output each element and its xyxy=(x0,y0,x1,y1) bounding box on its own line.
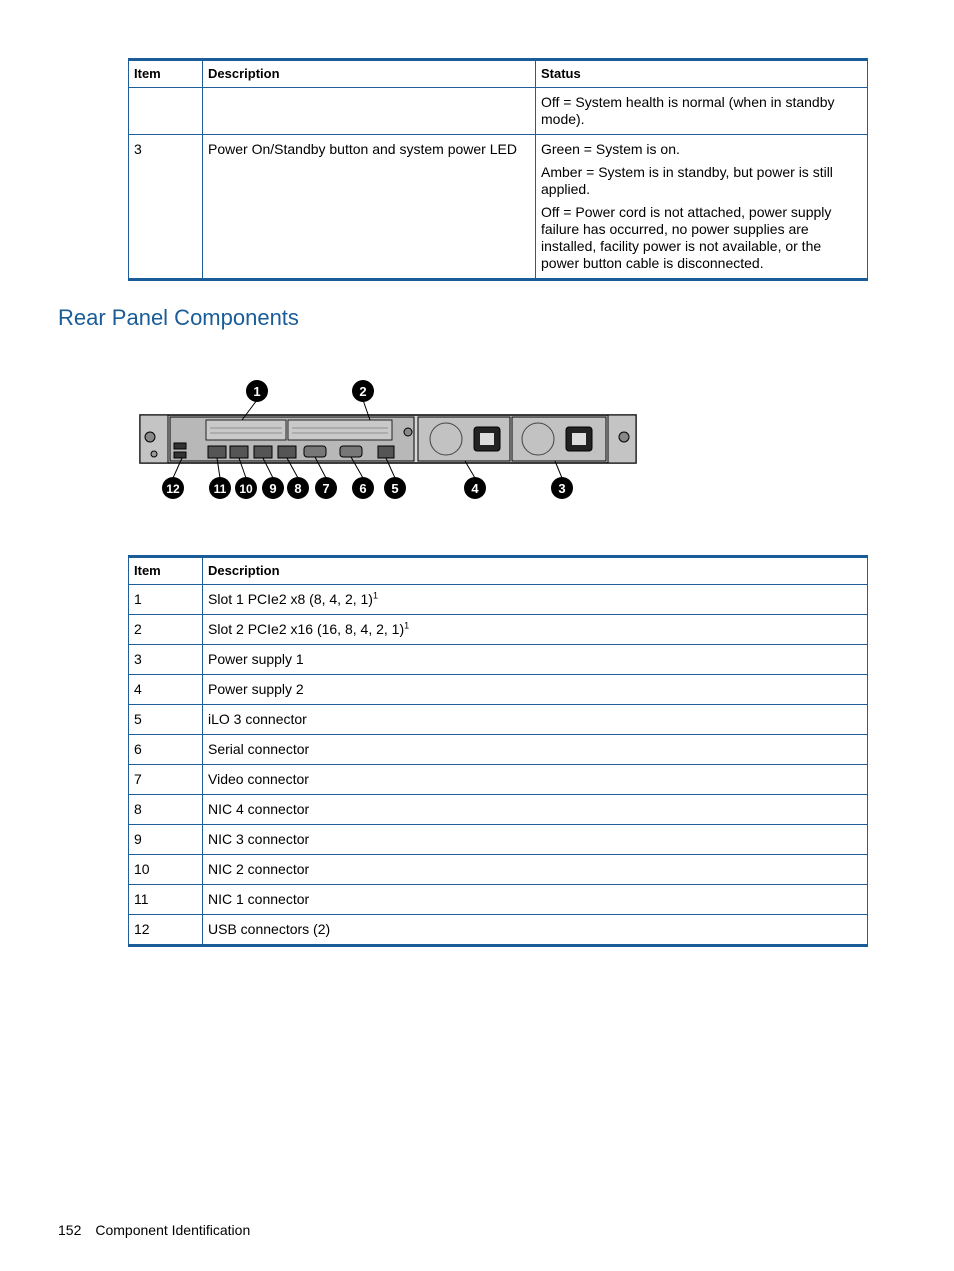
cell-item: 3 xyxy=(129,135,203,280)
header-status: Status xyxy=(536,60,868,88)
status-line: Green = System is on. xyxy=(541,141,680,157)
cell-item: 4 xyxy=(129,675,203,705)
table-row xyxy=(129,735,868,765)
table-row xyxy=(129,765,868,795)
pcie-slot-1 xyxy=(206,420,286,440)
svg-text:11: 11 xyxy=(213,482,227,496)
table-row xyxy=(129,855,868,885)
callout-6 xyxy=(352,477,374,499)
cell-item: 6 xyxy=(129,735,203,765)
nic-4-port xyxy=(278,446,296,458)
footnote-marker: 1 xyxy=(372,590,378,601)
callout-2 xyxy=(352,380,374,402)
cell-item: 12 xyxy=(129,915,203,946)
callout-3 xyxy=(551,477,573,499)
status-line: Amber = System is in standby, but power is still applied. xyxy=(541,164,833,197)
callout-11 xyxy=(209,477,231,499)
cell-item: 3 xyxy=(129,645,203,675)
serial-port xyxy=(340,446,362,457)
rear-table-header xyxy=(129,557,868,585)
callout-1 xyxy=(246,380,268,402)
header-item: Item xyxy=(129,557,203,585)
cell-description xyxy=(203,615,868,645)
pcie-slot-2 xyxy=(288,420,392,440)
cell-description xyxy=(203,735,868,765)
cell-description xyxy=(203,825,868,855)
rear-panel-diagram xyxy=(130,370,650,510)
callout-5 xyxy=(384,477,406,499)
cell-item: 2 xyxy=(129,615,203,645)
nic-2-port xyxy=(230,446,248,458)
svg-text:6: 6 xyxy=(359,481,367,496)
table-row xyxy=(129,915,868,946)
cell-description xyxy=(203,885,868,915)
description-text: NIC 2 connector xyxy=(208,861,310,877)
svg-text:2: 2 xyxy=(359,384,367,399)
table-row xyxy=(129,825,868,855)
description-text: Power supply 1 xyxy=(208,651,304,667)
cell-description xyxy=(203,675,868,705)
callout-9 xyxy=(262,477,284,499)
svg-text:7: 7 xyxy=(322,481,330,496)
svg-text:12: 12 xyxy=(166,482,180,496)
cell-item: 8 xyxy=(129,795,203,825)
cell-description xyxy=(203,915,868,946)
callout-10 xyxy=(235,477,257,499)
svg-text:8: 8 xyxy=(294,481,302,496)
ilo-port xyxy=(378,446,394,458)
footnote-marker: 1 xyxy=(404,620,410,631)
status-line: Off = System health is normal (when in standby mode). xyxy=(541,94,835,127)
cell-description xyxy=(203,765,868,795)
table-row xyxy=(129,795,868,825)
cell-item: 10 xyxy=(129,855,203,885)
video-port xyxy=(304,446,326,457)
usb-port xyxy=(174,443,186,449)
screw-icon xyxy=(151,451,157,457)
description-text: Serial connector xyxy=(208,741,310,757)
cell-item: 1 xyxy=(129,585,203,615)
rear-components-table xyxy=(128,555,868,947)
screw-icon xyxy=(145,432,155,442)
table-row xyxy=(129,615,868,645)
screw-icon xyxy=(404,428,412,436)
nic-1-port xyxy=(208,446,226,458)
svg-text:3: 3 xyxy=(558,481,566,496)
table-row xyxy=(129,885,868,915)
callout-8 xyxy=(287,477,309,499)
cell-item xyxy=(129,88,203,135)
header-description: Description xyxy=(203,60,536,88)
section-heading: Rear Panel Components xyxy=(58,305,299,330)
cell-item: 9 xyxy=(129,825,203,855)
cell-description xyxy=(203,585,868,615)
callout-4 xyxy=(464,477,486,499)
cell-description xyxy=(203,855,868,885)
header-description: Description xyxy=(203,557,868,585)
status-table xyxy=(128,58,868,281)
cell-description xyxy=(203,705,868,735)
description-text: iLO 3 connector xyxy=(208,711,307,727)
table-row xyxy=(129,645,868,675)
svg-text:5: 5 xyxy=(391,481,399,496)
rear-table-body xyxy=(129,585,868,946)
svg-text:10: 10 xyxy=(239,482,253,496)
description-text: Power supply 2 xyxy=(208,681,304,697)
description-text: Slot 1 PCIe2 x8 (8, 4, 2, 1) xyxy=(208,591,373,607)
svg-text:1: 1 xyxy=(253,384,261,399)
description-text: Slot 2 PCIe2 x16 (16, 8, 4, 2, 1) xyxy=(208,621,405,637)
svg-text:9: 9 xyxy=(269,481,277,496)
description-text: NIC 1 connector xyxy=(208,891,310,907)
table-row xyxy=(129,675,868,705)
screw-icon xyxy=(619,432,629,442)
cell-item: 5 xyxy=(129,705,203,735)
cell-item: 7 xyxy=(129,765,203,795)
description-text: NIC 3 connector xyxy=(208,831,310,847)
table-row xyxy=(129,135,868,280)
cell-description xyxy=(203,645,868,675)
description-text: Video connector xyxy=(208,771,309,787)
table-row xyxy=(129,88,868,135)
cell-description: Power On/Standby button and system power LED xyxy=(203,135,536,280)
description-text: NIC 4 connector xyxy=(208,801,310,817)
callout-7 xyxy=(315,477,337,499)
callout-12 xyxy=(162,477,184,499)
nic-3-port xyxy=(254,446,272,458)
table-row xyxy=(129,585,868,615)
status-line: Off = Power cord is not attached, power supply failure has occurred, no power supplies are installed, facility power is not available, or the power button cable is disconnected. xyxy=(541,204,832,271)
chapter-title: Component Identification xyxy=(95,1222,251,1238)
usb-port xyxy=(174,452,186,458)
cell-status xyxy=(536,135,868,280)
page-number: 152 xyxy=(58,1222,82,1238)
page-footer xyxy=(58,1222,250,1238)
cell-description xyxy=(203,795,868,825)
header-item: Item xyxy=(129,60,203,88)
table-row xyxy=(129,705,868,735)
description-text: USB connectors (2) xyxy=(208,921,331,937)
cell-item: 11 xyxy=(129,885,203,915)
cell-description xyxy=(203,88,536,135)
status-table-header xyxy=(129,60,868,88)
svg-text:4: 4 xyxy=(471,481,479,496)
cell-status xyxy=(536,88,868,135)
